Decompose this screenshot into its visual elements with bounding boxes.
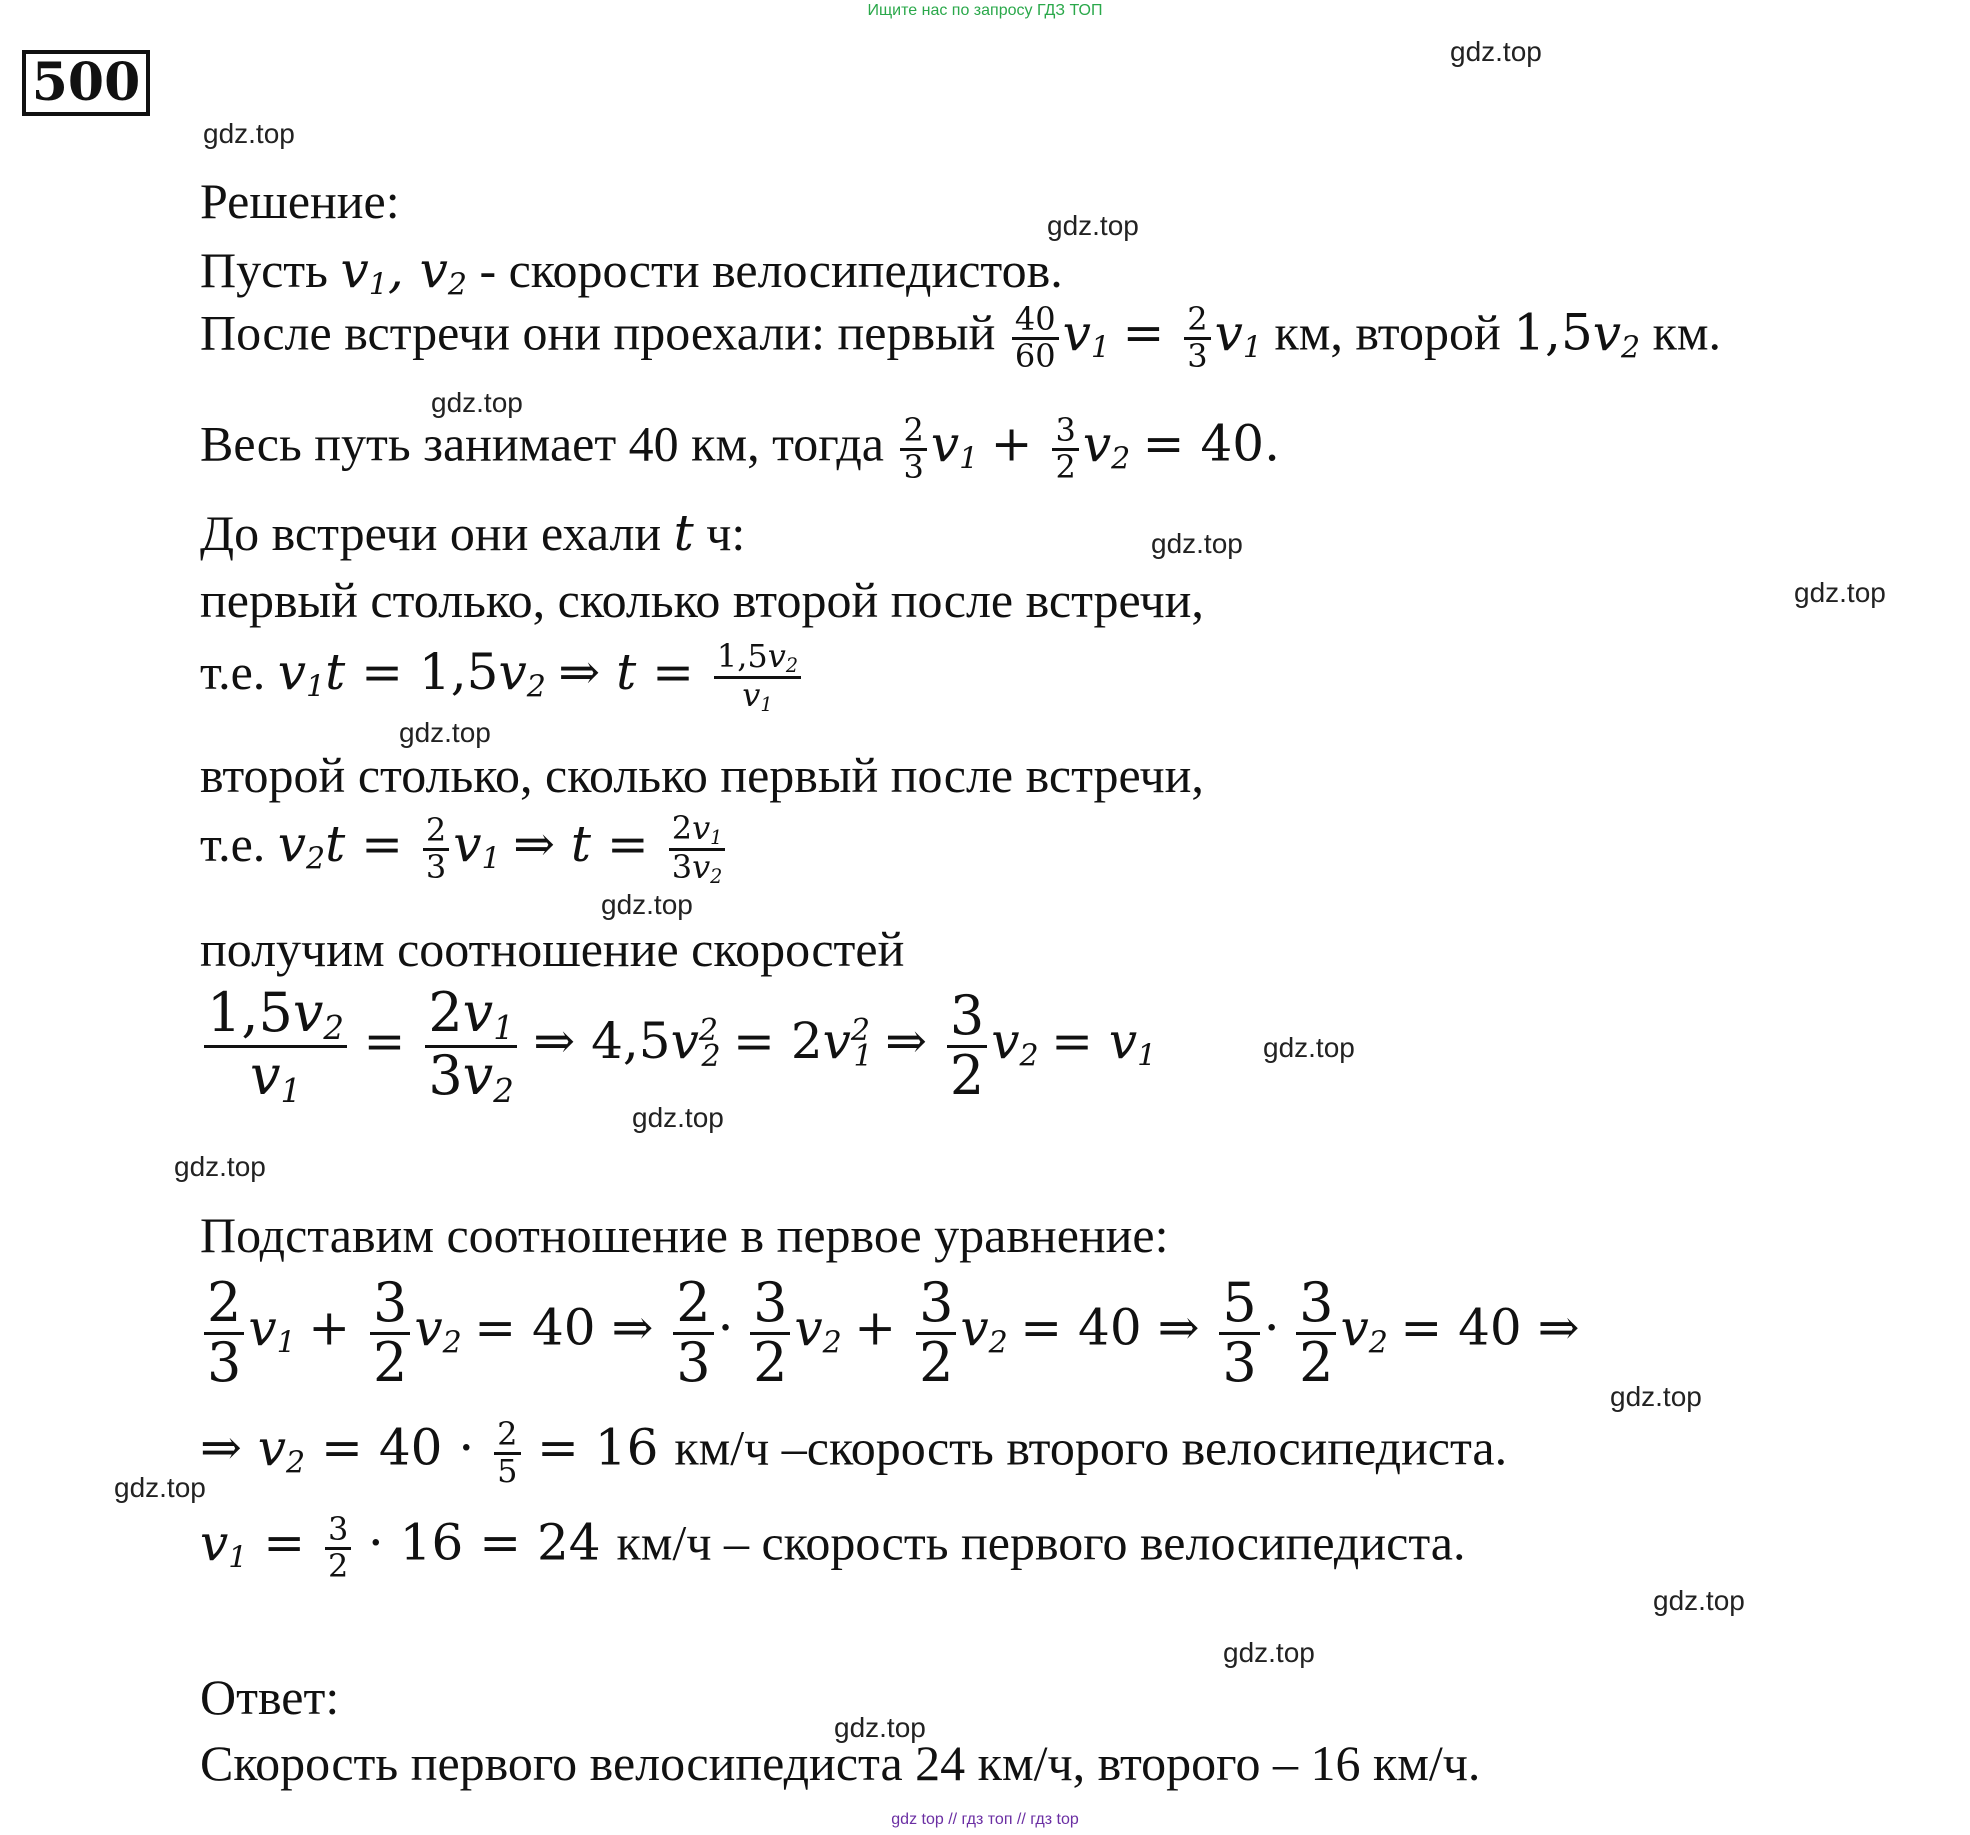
problem-number: 500 xyxy=(22,50,150,116)
watermark: gdz.top xyxy=(1794,577,1886,608)
watermark: gdz.top xyxy=(834,1712,926,1743)
substitution-equation-line: $\frac{2}{3}$ $v_1$ + $\frac{3}{2}$ $v_2 = 40$ ⇒ $\frac{2}{3}$ · $\frac{3}{2}$ $v_2$ + $\frac{3}{2}$ $v_2 = 40$ ⇒ $\frac{5}{3}$ · $\frac{3}{2}$ $v_2 = 40$ ⇒ xyxy=(200,1275,1580,1391)
ie-label: т.е. xyxy=(200,815,266,872)
watermark: gdz.top xyxy=(601,889,693,920)
footer: gdz top // гдз топ // гдз top xyxy=(891,1811,1079,1828)
km-label: км. xyxy=(1652,304,1722,361)
second-as-much-line: второй столько, сколько первый после встречи, xyxy=(200,747,1204,803)
second-equation-line: т.е. $v_2t$ = $\frac{2}{3}$ $v_1$ ⇒ t = $\frac{2v_1}{3v_2}$ xyxy=(200,812,729,887)
watermark: gdz.top xyxy=(1047,210,1139,241)
ratio-equation-line: $\frac{1,5v_2}{v_1}$ = $\frac{2v_1}{3v_2}$ ⇒ $4,5v^2_2 = 2v^2_1$ ⇒ $\frac{3}{2}$ $v_2 = v_1$ xyxy=(200,985,1156,1108)
answer-title: Ответ: xyxy=(200,1669,340,1725)
speed-first-label: км/ч – скорость первого велосипедиста. xyxy=(616,1514,1466,1571)
first-as-much-line: первый столько, сколько второй после встречи, xyxy=(200,572,1204,628)
let-label: Пусть xyxy=(200,242,328,298)
first-equation-line: т.е. $v_1t = 1,5v_2$ ⇒ t = $\frac{1,5v_2}{v_1}$ xyxy=(200,640,805,715)
get-ratio-line: получим соотношение скоростей xyxy=(200,921,905,977)
hours-label: ч: xyxy=(706,505,746,561)
watermark: gdz.top xyxy=(399,717,491,748)
substitute-line: Подставим соотношение в первое уравнение: xyxy=(200,1207,1169,1263)
watermark: gdz.top xyxy=(203,118,295,149)
whole-path-line: Весь путь занимает 40 км, тогда $\frac{2}{3}$ $v_1$ + $\frac{3}{2}$ $v_2 = 40$. xyxy=(200,411,1280,486)
km-second-label: км, второй xyxy=(1274,304,1501,361)
before-meet-line: До встречи они ехали t ч: xyxy=(200,504,746,562)
watermark: gdz.top xyxy=(1263,1032,1355,1063)
speed-second-label: км/ч –скорость второго велосипедиста. xyxy=(674,1419,1508,1476)
answer-text: Скорость первого велосипедиста 24 км/ч, второго – 16 км/ч. xyxy=(200,1735,1481,1791)
let-tail: - скорости велосипедистов. xyxy=(479,242,1063,298)
watermark: gdz.top xyxy=(174,1151,266,1182)
whole-path-label: Весь путь занимает 40 км, тогда xyxy=(200,415,884,472)
watermark: gdz.top xyxy=(632,1102,724,1133)
watermark: gdz.top xyxy=(1653,1585,1745,1616)
speed-first-line: $v_1$ = $\frac{3}{2}$ · 16 = 24 км/ч – скорость первого велосипедиста. xyxy=(200,1510,1466,1585)
watermark: gdz.top xyxy=(1610,1381,1702,1412)
watermark: gdz.top xyxy=(1151,528,1243,559)
top-banner: Ищите нас по запросу ГДЗ ТОП xyxy=(867,2,1103,19)
after-meet-line: После встречи они проехали: первый $\frac{40}{60}$ $v_1$ = $\frac{2}{3}$ $v_1$ км, второй $1,5v_2$ км. xyxy=(200,300,1722,375)
before-meet-label: До встречи они ехали xyxy=(200,505,662,561)
watermark: gdz.top xyxy=(114,1472,206,1503)
ie-label: т.е. xyxy=(200,643,266,700)
after-meet-label: После встречи они проехали: первый xyxy=(200,304,996,361)
watermark: gdz.top xyxy=(1223,1637,1315,1668)
solution-title: Решение: xyxy=(200,173,400,229)
speed-second-line: ⇒ $v_2 = 40$ · $\frac{2}{5}$ = 16 км/ч –скорость второго велосипедиста. xyxy=(200,1415,1508,1490)
watermark: gdz.top xyxy=(1450,36,1542,67)
let-line: Пусть $v_1$, $v_2$ - скорости велосипедистов. xyxy=(200,241,1063,303)
watermark: gdz.top xyxy=(431,387,523,418)
